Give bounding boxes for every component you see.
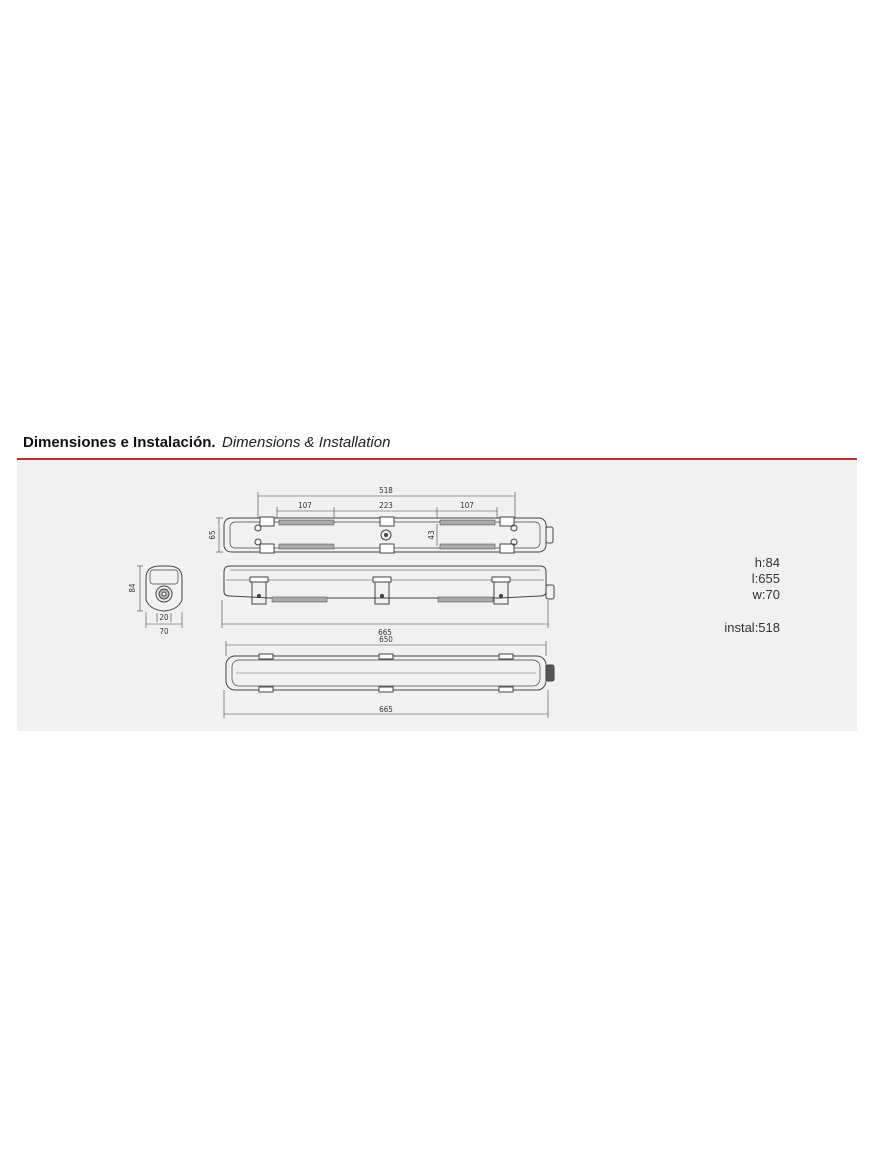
dim-side-665: 665 (378, 628, 392, 637)
dim-bottom-665: 665 (379, 705, 393, 714)
dim-top-65: 65 (208, 530, 217, 540)
dim-top-43: 43 (427, 530, 436, 540)
dim-top-518: 518 (379, 486, 393, 495)
spec-installation: instal:518 (724, 620, 780, 635)
specs-list (720, 555, 780, 636)
dim-top-107-left: 107 (298, 501, 312, 510)
section-title-spanish: Dimensiones e Instalación. (23, 434, 216, 451)
spec-length: l:655 (751, 571, 780, 586)
dim-top-107-right: 107 (460, 501, 474, 510)
side-view (222, 566, 554, 628)
dim-end-70: 70 (159, 627, 169, 636)
dim-end-84: 84 (128, 583, 137, 593)
section-title-english: Dimensions & Installation (222, 434, 391, 451)
spec-height: h:84 (754, 555, 780, 570)
dim-top-223: 223 (379, 501, 393, 510)
dim-end-20: 20 (159, 613, 169, 622)
spec-width: w:70 (752, 587, 780, 602)
dim-bottom-650: 650 (379, 635, 393, 644)
